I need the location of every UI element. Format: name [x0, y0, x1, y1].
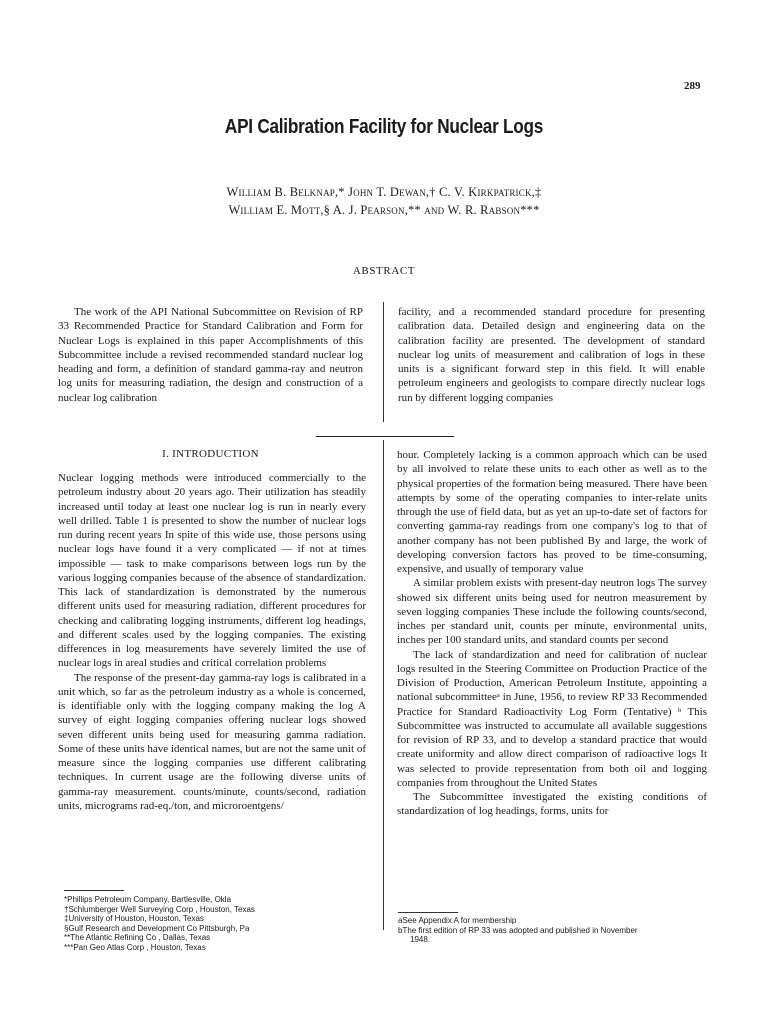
- abstract-paragraph-left: The work of the API National Subcommittee on Revision of RP 33 Recommended Practice for Standard Calibration and Form for Nuclear Logs is explained in this paper Accomplishments of this Subcommittee include a revised recommended standard nuclear log heading and form, a definition of standard gamma-ray and neutron log units for measuring radiation, the design and construction of a nuclear log calibration: [58, 306, 363, 404]
- abstract-column-divider: [383, 302, 384, 422]
- footnote-rule-left: [64, 890, 124, 891]
- footnotes-right: [398, 916, 708, 945]
- author-line-2: William E. Mott,§ A. J. Pearson,** and W. R. Rabson***: [228, 203, 540, 217]
- author-line-1: William B. Belknap,* John T. Dewan,† C. V. Kirkpatrick,‡: [226, 185, 542, 199]
- footnote-rule-right: [398, 912, 458, 913]
- body-paragraph: Nuclear logging methods were introduced commercially to the petroleum industry about 20 years ago. Their utilization has steadily increased until today at least one nuclear log is run in nearly every well drilled. Table 1 is presented to show the number of nuclear logs run during recent years In spite of this wide use, those persons using nuclear logs have found it a very complicated — if not at times impossible — task to make comparisons between logs run by the various logging companies because of the absence of standardization. This lack of standardization is demonstrated by the numerous different units used for measuring radiation, different procedures for checking and calibrating logging instruments, different log headings, and different scales used by the logging companies. The existing differences in log measurements have severely limited the use of nuclear logs in areal studies and critical correlation problems: [58, 472, 366, 670]
- body-right-column: [397, 448, 707, 819]
- abstract-left-column: [58, 305, 363, 405]
- paper-title: API Calibration Facility for Nuclear Logs: [224, 116, 544, 138]
- footnote: 1948.: [410, 935, 431, 944]
- footnote: **The Atlantic Refining Co , Dallas, Texas: [64, 933, 211, 942]
- footnote: *Phillips Petroleum Company, Bartlesville, Okla: [64, 895, 232, 904]
- body-left-column: [58, 471, 366, 813]
- body-paragraph: The lack of standardization and need for calibration of nuclear logs resulted in the Steering Committee on Production Practice of the Division of Production, American Petroleum Institute, appointing a national subcommitteeᵃ in June, 1956, to review RP 33 Recommended Practice for Standard Radioactivity Log Form (Tentative) ᵇ This Subcommittee was instructed to accumulate all available suggestions for revision of RP 33, and to develop a standard practice that would create uniformity and allow direct comparison of radioactive logs It was selected to provide representation from both oil and logging companies from throughout the United States: [397, 648, 707, 789]
- section-divider-rule: [316, 436, 454, 437]
- abstract-right-column: [398, 305, 705, 405]
- footnotes-left: [64, 895, 364, 952]
- body-paragraph: hour. Completely lacking is a common approach which can be used by all involved to relate these units to each other as well as to the physical properties of the formation being measured. There have been attempts by some of the operating companies to inter-relate units through the use of field data, but as yet an up-to-date set of factors for converting gamma-ray readings from one company's log to that of another company has not been published By and large, the work of developing conversion factors has proved to be time-consuming, expensive, and usually of temporary value: [397, 449, 707, 575]
- abstract-paragraph-right: facility, and a recommended standard procedure for presenting calibration data. Detailed design and engineering data on the calibration facility are presented. The development of standard nuclear log units of measurement and calibration of logs in these units is a significant forward step in this field. It will enable petroleum engineers and geologists to compare directly nuclear logs run by different logging companies: [398, 306, 705, 404]
- footnote: aSee Appendix A for membership: [398, 916, 517, 925]
- body-paragraph: The Subcommittee investigated the existing conditions of standardization of log headings, forms, units for: [397, 791, 707, 818]
- abstract-heading: ABSTRACT: [352, 265, 416, 277]
- body-paragraph: A similar problem exists with present-day neutron logs The survey showed six different units being used for neutron measurement by seven logging companies These include the following counts/second, inches per standard unit, counts per minute, environmental units, inches per 100 standard units, and standard counts per second: [397, 577, 707, 647]
- body-column-divider: [383, 440, 384, 930]
- footnote: †Schlumberger Well Surveying Corp , Houston, Texas: [64, 904, 255, 914]
- author-list: [0, 183, 768, 219]
- page-number: 289: [684, 80, 701, 92]
- body-paragraph: The response of the present-day gamma-ray logs is calibrated in a unit which, so far as the petroleum industry as a whole is concerned, is identifiable only with the logging company making the log A survey of eight logging companies offering nuclear logs showed seven different units being used for measuring gamma radiation. Some of these units have identical names, but are not the same unit of measure since the logging companies use different calibrating techniques. In current usage are the following diverse units of gamma-ray measurement. counts/minute, counts/second, radiation units, micrograms rad-eq./ton, and microroentgens/: [58, 671, 366, 812]
- footnote: ***Pan Geo Atlas Corp , Houston, Texas: [64, 942, 206, 952]
- section-heading-introduction: I. INTRODUCTION: [162, 448, 259, 460]
- footnote: bThe first edition of RP 33 was adopted and published in November: [398, 925, 638, 935]
- footnote: ‡University of Houston, Houston, Texas: [64, 914, 204, 923]
- footnote: §Gulf Research and Development Co Pittsburgh, Pa: [64, 923, 250, 933]
